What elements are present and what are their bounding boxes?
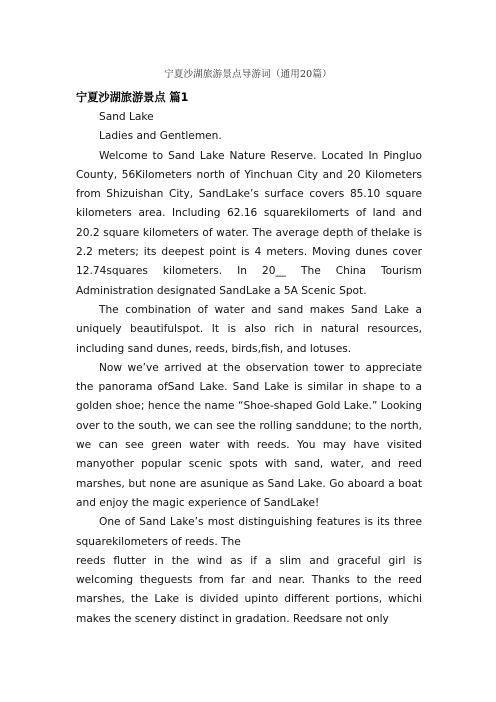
paragraph-reeds-flutter: reeds flutter in the wind as if a slim and graceful girl is welcoming theguests from far and near. Thanks to the reed marshes, the Lake is divided upinto different portions, whichi makes the scenery distinct in gradation. Reedsare not only <box>76 554 422 625</box>
paragraph-greeting: Ladies and Gentlemen. <box>99 130 222 143</box>
paragraph-place-name: Sand Lake <box>99 111 154 123</box>
page-header: 宁夏沙湖旅游景点导游词（通用20篇） <box>164 69 332 80</box>
section-title: 宁夏沙湖旅游景点 篇1 <box>76 91 189 104</box>
paragraph-welcome: Welcome to Sand Lake Nature Reserve. Located In Pingluo County, 56Kilometers north of Yinchuan City and 20 Kilometers from Shizuishan City, SandLake’s surface covers 85.10 square kilometers area. Including 62.16 squarekilomerts of land and 20.2 square kilometers of water. The average depth of thelake is 2.2 meters; its deepest point is 4 meters. Moving dunes cover 12.74squares kilometers. In 20__ The China Tourism Administration designated SandLake a 5A Scenic Spot. <box>76 149 422 297</box>
paragraph-reeds-feature: One of Sand Lake’s most distinguishing features is its three squarekilometers of reeds. The <box>76 516 422 548</box>
paragraph-observation-tower: Now we’ve arrived at the observation tower to appreciate the panorama ofSand Lake. Sand Lake is similar in shape to a golden shoe; hence the name “Shoe-shaped Gold Lake.” Looking over to the south, we can see the rolling sanddune; to the north, we can see green water with reeds. You may have visited manyother popular scenic spots with sand, water, and reed marshes, but none are asunique as Sand Lake. Go aboard a boat and enjoy the magic experience of SandLake! <box>76 361 422 509</box>
paragraph-combination: The combination of water and sand makes Sand Lake a uniquely beautifulspot. It is also rich in natural resources, including sand dunes, reeds, birds,fish, and lotuses. <box>76 303 422 355</box>
document-body <box>76 88 422 629</box>
